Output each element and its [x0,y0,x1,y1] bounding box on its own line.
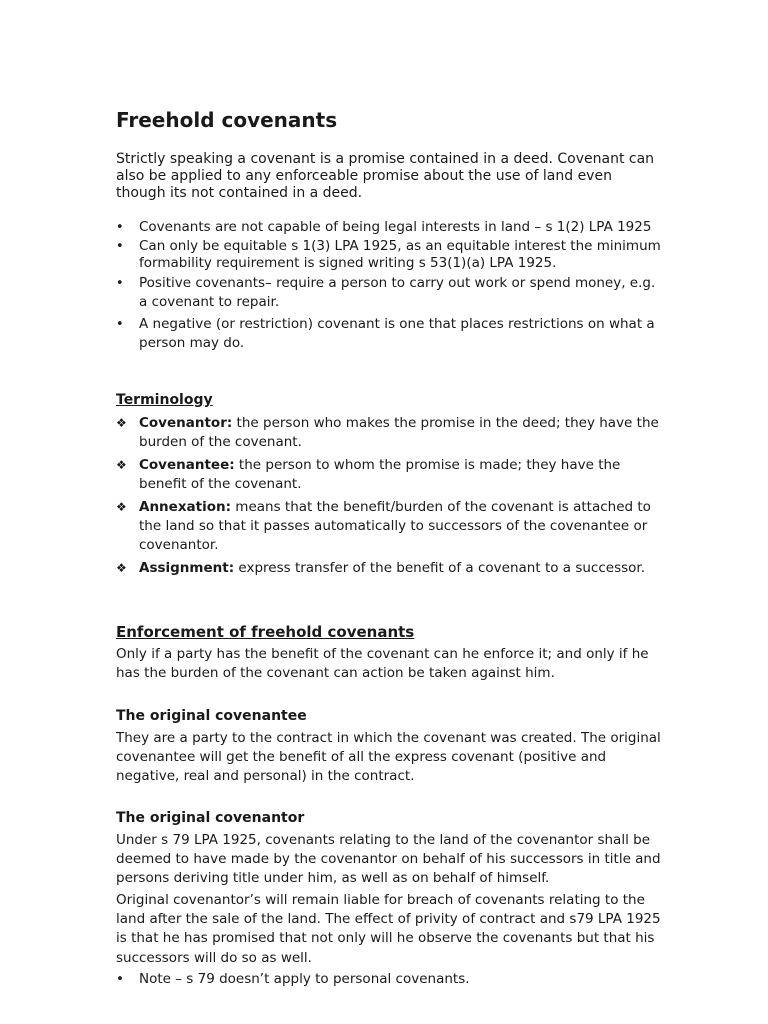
original-covenantee-heading: The original covenantee [116,708,307,724]
enforcement-heading: Enforcement of freehold covenants [116,623,415,641]
diamond-bullet-icon: ❖ [116,416,127,430]
bullet-icon: • [116,317,124,332]
bullet-icon: • [116,220,124,235]
note-list [116,970,661,989]
list-item [116,315,661,353]
list-item-text: A negative (or restriction) covenant is one that places restrictions on what a person may do. [139,316,655,351]
diamond-bullet-icon: ❖ [116,457,127,472]
list-item [116,559,661,578]
term-definition: the person who makes the promise in the deed; they have the burden of the covenant. [139,415,659,451]
term-label: Assignment: [139,559,235,576]
term-definition: the person to whom the promise is made; they have the benefit of the covenant. [139,456,621,493]
original-covenantor-paragraph: Under s 79 LPA 1925, covenants relating to the land of the covenantor shall be deemed to have made by the covenantor on behalf of his successors in title and persons deriving title under him, as well as on behalf of himself. [116,832,661,887]
terminology-list [116,414,661,582]
term-definition: means that the benefit/burden of the covenant is attached to the land so that it passes automatically to successors of the covenantee or covenantor. [139,498,651,554]
covenant-bullet-list [116,219,661,353]
diamond-bullet-icon: ❖ [116,499,127,514]
intro-paragraph: Strictly speaking a covenant is a promise contained in a deed. Covenant can also be applied to any enforceable promise about the use of land even though its not contained in a deed. [116,151,655,201]
original-covenantor-heading: The original covenantor [116,810,305,826]
list-item [116,498,661,556]
bullet-icon: • [116,239,124,254]
list-item [116,414,661,452]
term-label: Covenantee: [139,456,235,473]
bullet-icon: • [116,971,124,987]
page-title: Freehold covenants [116,108,338,132]
list-item-text: Positive covenants– require a person to carry out work or spend money, e.g. a covenant to repair. [139,275,656,310]
list-item [116,274,661,312]
term-definition: express transfer of the benefit of a covenant to a successor. [234,559,646,576]
bullet-icon: • [116,276,124,291]
note-text: Note – s 79 doesn’t apply to personal covenants. [139,971,470,987]
list-item [116,238,661,272]
term-label: Covenantor: [139,415,233,431]
original-covenantee-paragraph: They are a party to the contract in which the covenant was created. The original covenantee will get the benefit of all the express covenant (positive and negative, real and personal) in the contract. [116,730,661,785]
list-item-text: Can only be equitable s 1(3) LPA 1925, as an equitable interest the minimum formability requirement is signed writing s 53(1)(a) LPA 1925. [139,238,661,271]
original-covenantor-liability-paragraph: Original covenantor’s will remain liable for breach of covenants relating to the land after the sale of the land. The effect of privity of contract and s79 LPA 1925 is that he has promised that not only will he observe the covenants but that his successors will do so as well. [116,892,661,966]
list-item [116,970,661,989]
diamond-bullet-icon: ❖ [116,560,127,575]
term-label: Annexation: [139,498,232,515]
list-item-text: Covenants are not capable of being legal interests in land – s 1(2) LPA 1925 [139,219,652,235]
enforcement-paragraph: Only if a party has the benefit of the covenant can he enforce it; and only if he has the burden of the covenant can action be taken against him. [116,646,649,682]
terminology-heading: Terminology [116,392,213,408]
list-item [116,456,661,494]
list-item [116,219,661,236]
